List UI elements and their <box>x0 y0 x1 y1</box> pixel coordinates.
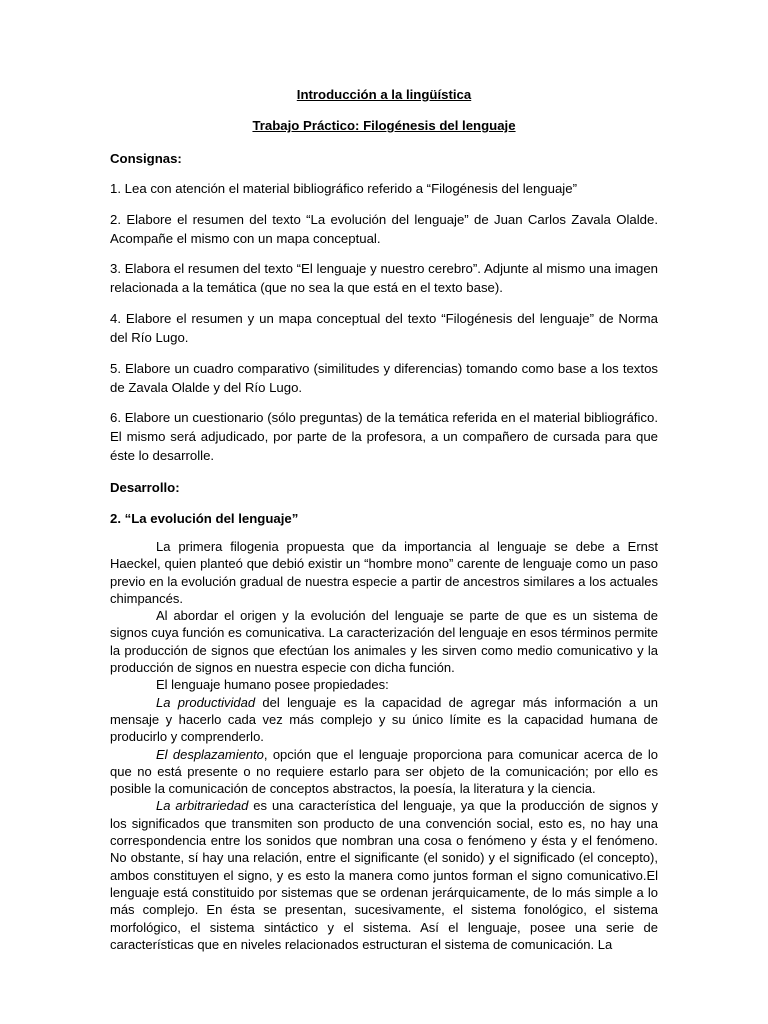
consignas-heading: Consignas: <box>110 151 182 166</box>
term-desplazamiento: El desplazamiento <box>156 746 264 762</box>
term-productividad: La productividad <box>156 694 256 710</box>
consigna-item: 2. Elabore el resumen del texto “La evolución del lenguaje” de Juan Carlos Zavala Olalde. Acompañe el mismo con un mapa conceptual. <box>110 212 658 246</box>
body-text-span: es una característica del lenguaje, ya que la producción de signos y los significados que transmiten son producto de una convención social, esto es, no hay una correspondencia entre los sonidos que nombran una cosa o fenómeno y ésta y el fenómeno. No obstante, sí hay una relación, entre el significante (el sonido) y el significado (el concepto), ambos constituyen el signo, y es esto la manera como juntos forman el signo comunicativo.El lenguaje está constituido por sistemas que se ordenan jerárquicamente, de lo más simple a lo más complejo. En ésta se presentan, sucesivamente, el sistema fonológico, el sistema morfológico, el sistema sintáctico y el sistema. Así el lenguaje, posee una serie de características que en niveles relacionados estructuran el sistema de comunicación. La <box>110 798 658 952</box>
body-paragraph: La primera filogenia propuesta que da importancia al lenguaje se debe a Ernst Haeckel, quien planteó que debió existir un “hombre mono” carente de lenguaje como un paso previo en la evolución gradual de nuestra especie a partir de ancestros similares a los actuales chimpancés. <box>110 539 658 606</box>
consigna-item: 4. Elabore el resumen y un mapa conceptual del texto “Filogénesis del lenguaje” de Norma del Río Lugo. <box>110 311 658 345</box>
document-page <box>110 0 658 1024</box>
consigna-item: 5. Elabore un cuadro comparativo (similitudes y diferencias) tomando como base a los textos de Zavala Olalde y del Río Lugo. <box>110 361 658 395</box>
body-paragraph: El lenguaje humano posee propiedades: <box>156 677 389 693</box>
body-text-span: , opción que el lenguaje proporciona para comunicar acerca de lo que no está presente o no requiere estarlo para ser objeto de la comunicación; por ello es posible la comunicación de conceptos abstractos, la poesía, la literatura y la ciencia. <box>110 746 658 797</box>
body-paragraph <box>110 746 658 798</box>
body-text-span: del lenguaje es la capacidad de agregar más información a un mensaje y hacerlo cada vez más complejo y su único límite es la capacidad humana de producirlo y comprenderlo. <box>110 694 658 745</box>
consigna-item: 1. Lea con atención el material bibliográfico referido a “Filogénesis del lenguaje” <box>110 181 577 196</box>
document-subtitle: Trabajo Práctico: Filogénesis del lenguaje <box>252 118 516 133</box>
consigna-item: 3. Elabora el resumen del texto “El lenguaje y nuestro cerebro”. Adjunte al mismo una imagen relacionada a la temática (que no sea la que está en el texto base). <box>110 261 658 295</box>
body-paragraph <box>110 797 658 953</box>
section-title: 2. “La evolución del lenguaje” <box>110 511 299 526</box>
desarrollo-heading: Desarrollo: <box>110 480 180 495</box>
section-body <box>110 538 658 953</box>
body-paragraph <box>110 694 658 746</box>
term-arbitrariedad: La arbitrariedad <box>156 798 249 814</box>
document-title: Introducción a la lingüística <box>296 87 472 102</box>
body-paragraph: Al abordar el origen y la evolución del lenguaje se parte de que es un sistema de signos cuya función es comunicativa. La caracterización del lenguaje en esos términos permite la producción de signos que efectúan los animales y les sirven como medio comunicativo y la producción de signos en nuestra especie con dicha función. <box>110 608 658 676</box>
consigna-item: 6. Elabore un cuestionario (sólo preguntas) de la temática referida en el material bibliográfico. El mismo será adjudicado, por parte de la profesora, a un compañero de cursada para que éste lo desarrolle. <box>110 410 658 463</box>
